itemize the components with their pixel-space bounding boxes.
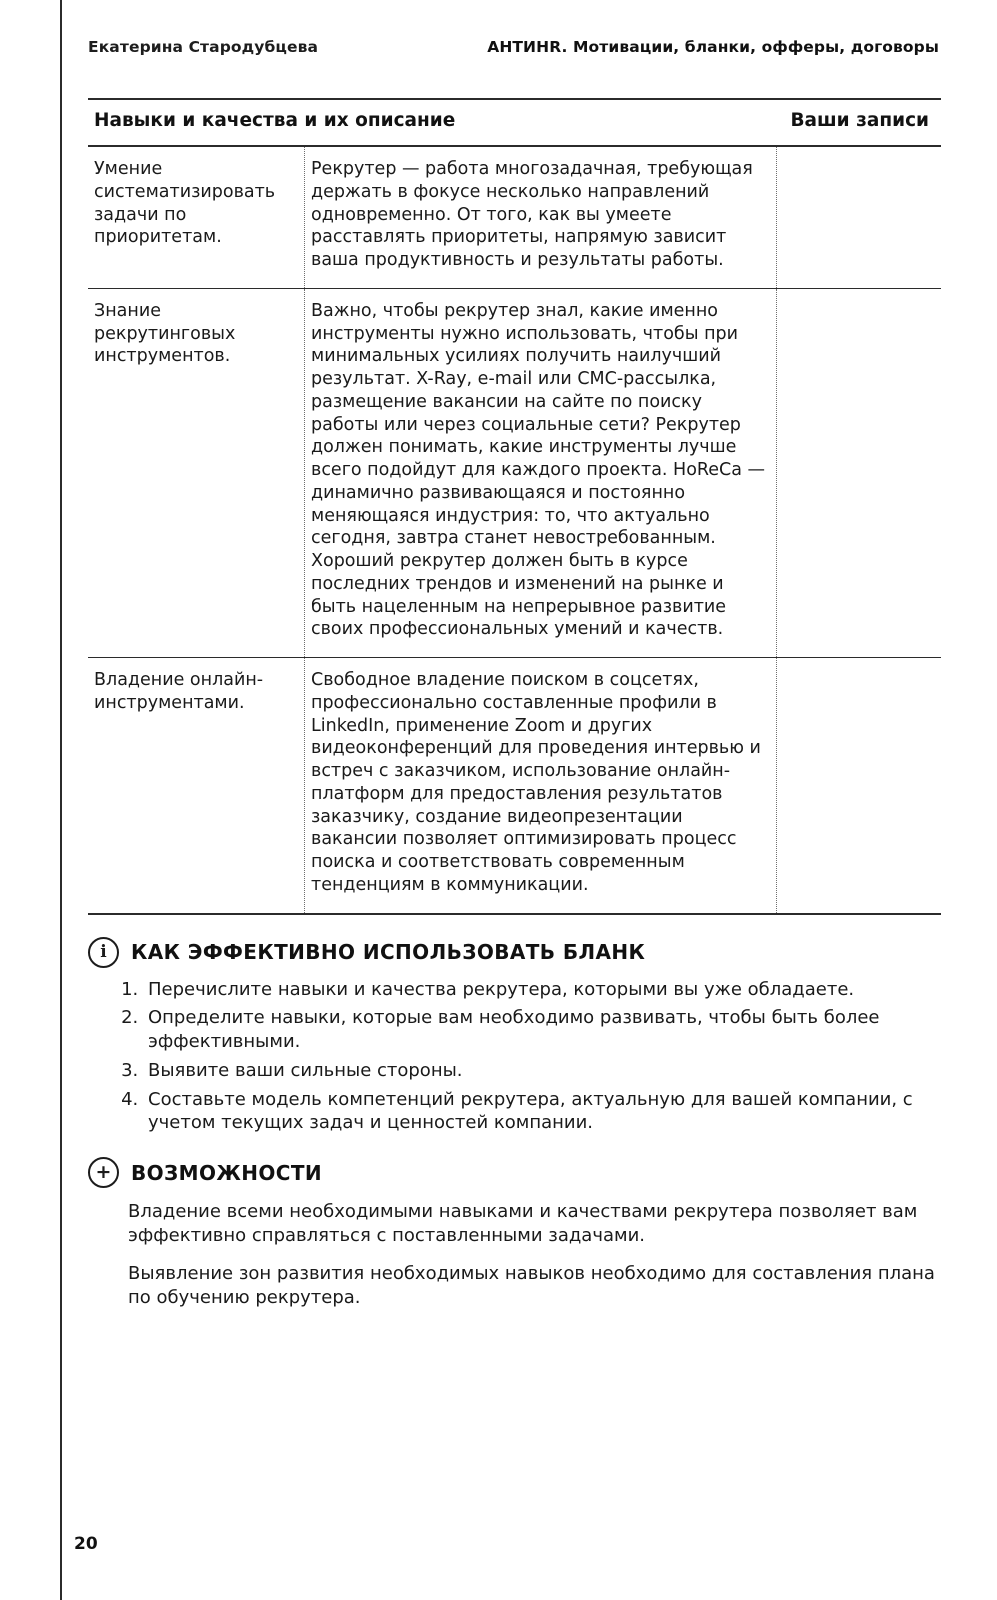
how-to-list — [88, 978, 941, 1136]
list-item: 2. Определите навыки, которые вам необходимо развивать, чтобы быть более эффективными. — [144, 1006, 941, 1054]
table-row — [88, 658, 941, 914]
skills-table-body — [88, 146, 941, 914]
how-to-use-section — [88, 937, 941, 1136]
skills-table-head — [88, 99, 941, 146]
list-item: 4. Составьте модель компетенций рекрутера, актуальную для вашей компании, с учетом текущих задач и ценностей компании. — [144, 1088, 941, 1136]
cell-skill-name: Владение онлайн-инструментами. — [88, 658, 305, 914]
column-header-notes: Ваши записи — [777, 99, 942, 146]
cell-user-notes[interactable] — [777, 146, 942, 288]
running-head-author: Екатерина Стародубцева — [88, 38, 319, 56]
paragraph: Владение всеми необходимыми навыками и качествами рекрутера позволяет вам эффективно справляться с поставленными задачами. — [128, 1201, 918, 1247]
cell-skill-name: Умение систематизировать задачи по приоритетам. — [88, 146, 305, 288]
cell-user-notes[interactable] — [777, 288, 942, 657]
skills-table — [88, 98, 941, 915]
list-item: 1. Перечислите навыки и качества рекрутера, которыми вы уже обладаете. — [144, 978, 941, 1002]
paragraph: Выявление зон развития необходимых навыков необходимо для составления плана по обучению рекрутера. — [128, 1263, 935, 1309]
opportunities-title-row — [88, 1157, 941, 1188]
cell-skill-name: Знание рекрутинговых инструментов. — [88, 288, 305, 657]
cell-skill-description: Свободное владение поиском в соцсетях, профессионально составленные профили в LinkedIn, применение Zoom и других видеоконференций для проведения интервью и встреч с заказчиком, использование онлайн-платформ для предоставления результатов заказчику, создание видеопрезентации вакансии позволяет оптимизировать процесс поиска и соответствовать современным тенденциям в коммуникации. — [305, 658, 777, 914]
page-binding-line — [60, 0, 62, 1600]
column-header-skills: Навыки и качества и их описание — [88, 99, 777, 146]
table-row — [88, 288, 941, 657]
page-number: 20 — [74, 1534, 98, 1554]
cell-skill-description: Важно, чтобы рекрутер знал, какие именно инструменты нужно использовать, чтобы при минимальных усилиях получить наилучший результат. X-Ray, e-mail или СМС-рассылка, размещение вакансии на сайте по поиску работы или через социальные сети? Рекрутер должен понимать, какие инструменты лучше всего подойдут для каждого проекта. HoReCa — динамично развивающаяся и постоянно меняющаяся индустрия: то, что актуально сегодня, завтра станет невостребованным. Хороший рекрутер должен быть в курсе последних трендов и изменений на рынке и быть нацеленным на непрерывное развитие своих профессиональных умений и качеств. — [305, 288, 777, 657]
table-header-row — [88, 99, 941, 146]
opportunities-section-title: ВОЗМОЖНОСТИ — [131, 1160, 323, 1185]
list-item: 3. Выявите ваши сильные стороны. — [144, 1059, 941, 1083]
info-circle-icon: i — [88, 937, 119, 968]
cell-user-notes[interactable] — [777, 658, 942, 914]
opportunities-section — [88, 1157, 941, 1310]
plus-circle-icon: + — [88, 1157, 119, 1188]
running-head-book-title: АНТИHR. Мотивации, бланки, офферы, договоры — [487, 38, 939, 56]
how-to-title-row — [88, 937, 941, 968]
table-row — [88, 146, 941, 288]
how-to-section-title: КАК ЭФФЕКТИВНО ИСПОЛЬЗОВАТЬ БЛАНК — [131, 940, 646, 965]
running-head — [72, 30, 945, 56]
opportunities-body — [88, 1200, 941, 1310]
page-content — [72, 98, 945, 1310]
cell-skill-description: Рекрутер — работа многозадачная, требующая держать в фокусе несколько направлений одновременно. От того, как вы умеете расставлять приоритеты, напрямую зависит ваша продуктивность и результаты работы. — [305, 146, 777, 288]
